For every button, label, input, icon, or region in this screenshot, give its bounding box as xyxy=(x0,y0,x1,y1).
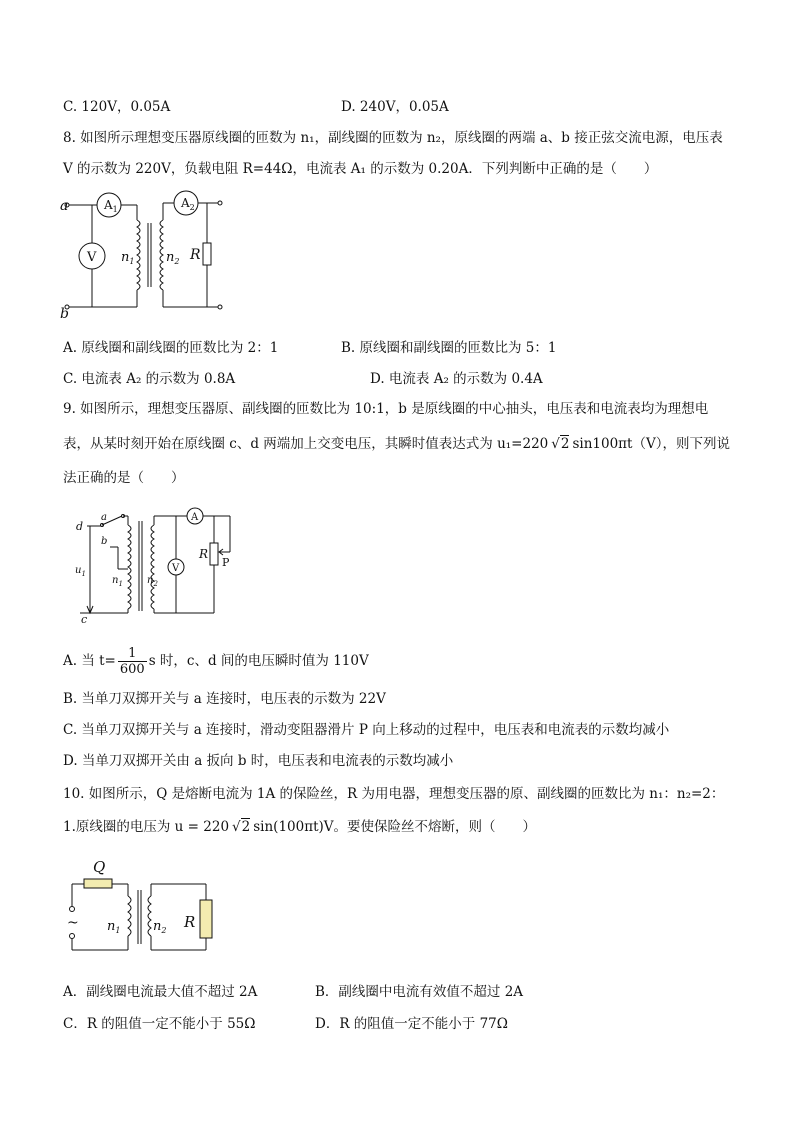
q9-circuit-figure xyxy=(72,497,247,625)
q10-n1-label: $n_1$ xyxy=(107,919,121,935)
q9-stem-line3: 法正确的是（ ） xyxy=(63,470,185,486)
q9-voltmeter-label: V xyxy=(172,563,180,574)
q9-option-d: D. 当单刀双掷开关由 a 扳向 b 时，电压表和电流表的示数均减小 xyxy=(63,753,454,769)
q10-stem-line1: 10. 如图所示，Q 是熔断电流为 1A 的保险丝，R 为用电器，理想变压器的原、副线圈的匝数比为 n₁：n₂=2： xyxy=(63,786,725,802)
q8-option-d: D. 电流表 A₂ 的示数为 0.4A xyxy=(370,371,543,387)
q9-label-a: a xyxy=(101,512,107,523)
q10-n2-label: $n_2$ xyxy=(153,919,167,935)
q9-resistor-label: R xyxy=(199,547,209,561)
q10-stem-line2: 1.原线圈的电压为 u = 220 √2 sin(100πt)V。要使保险丝不熔断，则（ ） xyxy=(63,819,537,835)
q8-voltmeter-label: V xyxy=(87,250,97,265)
q10-circuit-figure xyxy=(60,852,220,960)
q9-stem-line1: 9. 如图所示，理想变压器原、副线圈的匝数比为 10:1，b 是原线圈的中心抽头，电压表和电流表均为理想电 xyxy=(63,401,709,417)
q8-ammeter2-label: $A_2$ xyxy=(181,196,195,212)
q10-option-c: C．R 的阻值一定不能小于 55Ω xyxy=(63,1016,256,1032)
q9-option-a-pre: A. 当 t= xyxy=(63,653,116,669)
q8-n2-label: $n_2$ xyxy=(166,250,180,266)
q7-option-c: C. 120V，0.05A xyxy=(63,99,171,115)
q9-stem-sqrt-arg: 2 xyxy=(560,436,570,452)
q9-label-u1: $u_1$ xyxy=(75,565,86,578)
q8-option-b: B. 原线圈和副线圈的匝数比为 5：1 xyxy=(341,340,557,356)
q8-n1-label: $n_1$ xyxy=(121,250,135,266)
q10-option-a: A．副线圈电流最大值不超过 2A xyxy=(63,984,258,1000)
q9-option-a-post: s 时，c、d 间的电压瞬时值为 110V xyxy=(148,653,369,669)
q8-label-b: b xyxy=(60,306,69,320)
q8-option-a: A. 原线圈和副线圈的匝数比为 2：1 xyxy=(63,340,279,356)
q9-option-c: C. 当单刀双掷开关与 a 连接时，滑动变阻器滑片 P 向上移动的过程中，电压表和电流表的示数均减小 xyxy=(63,722,670,738)
q8-stem-line2: V 的示数为 220V，负载电阻 R=44Ω，电流表 A₁ 的示数为 0.20A．下列判断中正确的是（ ） xyxy=(63,161,658,177)
q9-option-a xyxy=(63,646,369,677)
q9-n2-label: $n_2$ xyxy=(147,575,158,588)
q9-option-a-fraction: $\frac{1}{600}$ xyxy=(119,646,145,677)
q10-fuse-label: Q xyxy=(93,858,106,876)
q10-resistor-label: R xyxy=(184,913,196,931)
q10-stem-sqrt-arg: 2 xyxy=(241,819,251,835)
q8-resistor-label: R xyxy=(190,247,201,263)
q9-label-c: c xyxy=(81,613,88,625)
q10-option-b: B．副线圈中电流有效值不超过 2A xyxy=(315,984,524,1000)
q9-option-b: B. 当单刀双掷开关与 a 连接时，电压表的示数为 22V xyxy=(63,691,386,707)
q9-stem-line2: 表，从某时刻开始在原线圈 c、d 两端加上交变电压，其瞬时值表达式为 u₁=220 √2 sin100πt（V），则下列说 xyxy=(63,436,730,452)
q9-n1-label: $n_1$ xyxy=(112,575,123,588)
q7-option-d: D. 240V，0.05A xyxy=(341,99,449,115)
q10-stem-line2-a: 1.原线圈的电压为 u = 220 xyxy=(63,819,230,835)
q9-slider-label: P xyxy=(222,556,230,569)
q8-ammeter1-label: $A_1$ xyxy=(104,198,118,214)
q10-stem-line2-b: sin(100πt)V。要使保险丝不熔断，则（ ） xyxy=(253,819,537,835)
q10-source-symbol: ~ xyxy=(67,915,79,931)
q9-label-b: b xyxy=(101,536,108,547)
q9-ammeter-label: A xyxy=(191,512,199,523)
q8-circuit-figure xyxy=(60,185,230,320)
q8-stem-line1: 8. 如图所示理想变压器原线圈的匝数为 n₁，副线圈的匝数为 n₂，原线圈的两端 a、b 接正弦交流电源，电压表 xyxy=(63,130,723,146)
q9-stem-line2-a: 表，从某时刻开始在原线圈 c、d 两端加上交变电压，其瞬时值表达式为 u₁=220 xyxy=(63,436,549,452)
q8-option-c: C. 电流表 A₂ 的示数为 0.8A xyxy=(63,371,236,387)
q10-option-d: D．R 的阻值一定不能小于 77Ω xyxy=(315,1016,508,1032)
q9-label-d: d xyxy=(76,520,84,533)
q9-stem-line2-b: sin100πt（V），则下列说 xyxy=(572,436,730,452)
q8-label-a: a xyxy=(60,198,69,214)
